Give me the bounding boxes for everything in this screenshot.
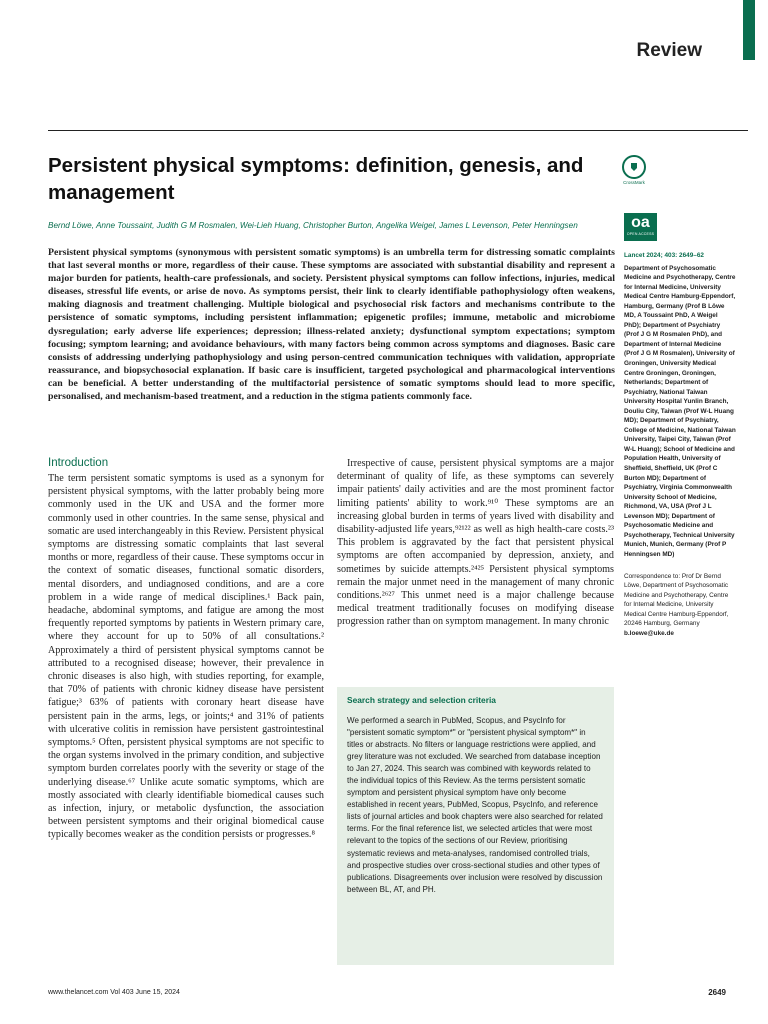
open-access-sub: OPEN ACCESS: [626, 232, 655, 236]
author-list: Bernd Löwe, Anne Toussaint, Judith G M Rosmalen, Wei-Lieh Huang, Christopher Burton, Angelika Weigel, James L Levenson, Peter Henningsen: [48, 221, 578, 230]
search-strategy-title: Search strategy and selection criteria: [347, 695, 496, 705]
journal-color-bar: [743, 0, 755, 60]
crossmark-label: CrossMark: [623, 180, 645, 185]
open-access-logo: oa: [631, 214, 650, 231]
citation: Lancet 2024; 403: 2649–62: [624, 252, 704, 259]
crossmark-badge[interactable]: [622, 155, 646, 185]
introduction-heading: Introduction: [48, 457, 109, 469]
sidebar: [624, 251, 736, 638]
search-strategy-panel: [337, 687, 614, 965]
open-access-badge: [624, 213, 657, 241]
abstract: Persistent physical symptoms (synonymous with persistent somatic symptoms) is an umbrella term for distressing somatic complaints that last several months or more, regardless of their cause. These symptoms are associated with substantial disability and represent a major burden for patients, health-care professionals, and society. Persistent physical symptoms can follow infections, injuries, medical diseases, stressful life events, or arise de novo. As symptoms persist, their link to clearly identifiable pathophysiology often weakens, making diagnosis and treatment challenging. Multiple biological and psychosocial risk factors and mechanisms contribute to the persistence of somatic symptoms, including persistent inflammation; epigenetic profiles; immune, metabolic and microbiome dysregulation; early adverse life experiences; depression; illness-related anxiety; dysfunctional symptom expectations; symptom focusing; symptom learning; and avoidance behaviours, with many factors being common across symptoms and diagnoses. Basic care consists of addressing underlying pathophysiology and using person-centred communication techniques with validation, appropriate reassurance, and biopsychosocial explanation. If basic care is insufficient, targeted psychological and pharmacological interventions can be beneficial. A better understanding of the multifactorial persistence of somatic symptoms should lead to more specific, personalised, and mechanism-based treatment, and a reduction in the stigma patients commonly face.: [48, 247, 615, 403]
page-number: 2649: [708, 988, 726, 997]
left-column: [48, 457, 324, 842]
right-column: [337, 457, 614, 629]
intro-paragraph-1: The term persistent somatic symptoms is used as a synonym for persistent physical symptoms, with the latter probably being more commonly used in the UK and USA and the former more commonly used in other countries. In the same sense, physical and somatic are used interchangeably in this Review. Persistent physical symptoms are distressing somatic complaints that last several months or more, regardless of their cause. These symptoms occur in the context of somatic diseases, functional somatic disorders, mental disorders, and undiagnosed conditions, and are a core problem in a wide range of medical disciplines.¹ Back pain, headache, abdominal symptoms, and fatigue are among the most frequently reported symptoms by patients in Western primary care, where they account for up to 50% of all consultations.² Approximately a third of persistent physical symptoms cannot be attributed to a recognised disease; however, their prevalence in chronic diseases is also high, with studies reporting, for example, that 70% of patients with chronic kidney disease have persistent fatigue;³ 63% of patients with coronary heart disease have persistent pain in the arms, legs, or joints;⁴ and 31% of patients with ulcerative colitis in remission have persistent gastrointestinal symptoms.⁵ Often, persistent physical symptoms are not specific to the organ systems involved in the primary condition, and subjective symptom burden correlates poorly with the severity or stage of the underlying disease.⁶⁷ Unlike acute somatic symptoms, which are mostly associated with clearly identifiable biomedical causes such as infection, injury, or metabolic dysfunction, the association between persistent symptoms and their original biomedical cause typically becomes weaker as the condition persists or progresses.⁸: [48, 473, 324, 841]
section-label: Review: [636, 40, 702, 61]
article-title: Persistent physical symptoms: definition, genesis, and management: [48, 154, 584, 204]
header-rule: [48, 130, 748, 131]
search-strategy-body: We performed a search in PubMed, Scopus, and PsycInfo for "persistent somatic symptom*" or "persistent physical symptom*" in titles or abstracts. No filters or language restrictions were applied, and grey literature was not excluded. We searched from database inception to Jan 27, 2024. This search was combined with keywords related to the individual topics of this Review. As the terms persistent somatic symptom and persistent physical symptom have only become established in recent years, PubMed, Scopus, PsycInfo, and reference lists of journal articles and book chapters were also searched for related terms. For the final reference list, we selected articles that were most relevant to the topics of the sections of our Review, prioritising systematic reviews and meta-analyses, randomised controlled trials, and prospective studies over cross-sectional studies and other types of publications. Disagreements over inclusion were resolved by discussion between BL, AT, and PH.: [347, 716, 603, 894]
correspondence-email[interactable]: b.loewe@uke.de: [624, 629, 674, 637]
correspondence: Correspondence to: Prof Dr Bernd Löwe, Department of Psychosomatic Medicine and Psychotherapy, Centre for Internal Medicine, University Medical Centre Hamburg-Eppendorf, 20246 Hamburg, Germany: [624, 572, 729, 628]
crossmark-icon: [622, 155, 646, 179]
footer-journal-info: www.thelancet.com Vol 403 June 15, 2024: [48, 989, 180, 996]
affiliations: Department of Psychosomatic Medicine and Psychotherapy, Centre for Internal Medicine, University Medical Centre Hamburg-Eppendorf, Hamburg, Germany (Prof B Löwe MD, A Toussaint PhD, A Weigel PhD); Department of Psychiatry (Prof J G M Rosmalen PhD), and Department of Internal Medicine (Prof J G M Rosmalen), University of Groningen, University Medical Centre Groningen, Groningen, Netherlands; Department of Psychiatry, National Taiwan University Hospital Yunlin Branch, Douliu City, Taiwan (Prof W-L Huang MD); Department of Psychiatry, College of Medicine, National Taiwan University, Taipei City, Taiwan (Prof W-L Huang); School of Medicine and Population Health, University of Sheffield, Sheffield, UK (Prof C Burton MD); Department of Psychiatry, Virginia Commonwealth University School of Medicine, Richmond, VA, USA (Prof J L Levenson MD); Department of Psychosomatic Medicine and Psychotherapy, Technical University Munich, Munich, Germany (Prof P Henningsen MD): [624, 264, 736, 558]
intro-paragraph-2: Irrespective of cause, persistent physical symptoms are a major determinant of quality of life, as these symptoms can severely impair patients' daily activities and are the most prominent factor limiting patients' ability to work.⁹¹⁰ These symptoms are an increasing global burden in terms of years lived with disability and disability-adjusted life years,⁹²¹²² as well as high health-care costs.²³ This problem is aggravated by the fact that persistent physical symptoms are often accompanied by depression, anxiety, and sometimes by suicide attempts.²⁴²⁵ Persistent physical symptoms remain the major unmet need in the management of many chronic conditions.²⁶²⁷ This unmet need is a major challenge because medical treatment traditionally focuses on modifying disease progression rather than on symptom management. In many chronic: [337, 458, 614, 628]
